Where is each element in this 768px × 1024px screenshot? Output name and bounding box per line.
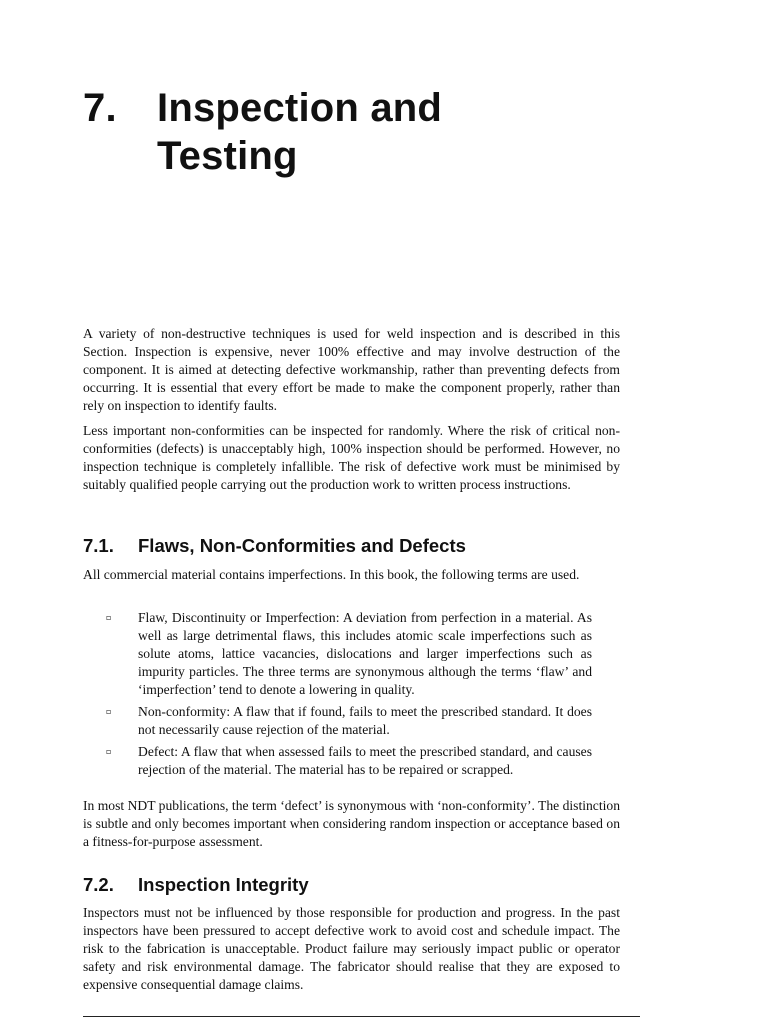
section-number: 7.1.: [83, 535, 114, 556]
section-heading-7-2: [83, 874, 309, 896]
bullet-square-icon: ▫: [106, 747, 112, 756]
chapter-number: 7.: [83, 86, 117, 130]
bullet-square-icon: ▫: [106, 707, 112, 716]
footer-divider: [83, 1016, 640, 1017]
intro-paragraph-2: Less important non-conformities can be inspected for randomly. Where the risk of critical non-conformities (defects) is unacceptably high, 100% inspection should be performed. However, no inspection technique is completely infallible. The risk of defective work must be minimised by suitably qualified people carrying out the production work to written process instructions.: [83, 423, 620, 492]
list-item-text: Flaw, Discontinuity or Imperfection: A deviation from perfection in a material. As well as large detrimental flaws, this includes atomic scale imperfections such as solute atoms, lattice vacancies, dislocations and larger imperfections such as impurity particles. The three terms are synonymous although the terms ‘flaw’ and ‘imperfection’ tend to denote a lowering in quality.: [138, 610, 592, 697]
definitions-list: [106, 609, 592, 783]
chapter-title: Inspection and Testing: [157, 86, 443, 178]
section-title: Inspection Integrity: [138, 874, 309, 895]
section-7-2-paragraph: Inspectors must not be influenced by those responsible for production and progress. In the past inspectors have been pressured to accept defective work to avoid cost and schedule impact. The risk to the fabrication is unacceptable. Product failure may seriously impact public or operator safety and risk environmental damage. The fabricator should realise that they are exposed to expensive consequential damage claims.: [83, 905, 620, 992]
chapter-heading: [83, 84, 577, 180]
section-7-1-intro: All commercial material contains imperfections. In this book, the following terms are used.: [83, 567, 580, 582]
section-number: 7.2.: [83, 874, 114, 895]
list-item-text: Non-conformity: A flaw that if found, fails to meet the prescribed standard. It does not necessarily cause rejection of the material.: [138, 704, 592, 737]
list-item: [106, 743, 592, 779]
section-heading-7-1: [83, 535, 466, 557]
bullet-square-icon: ▫: [106, 613, 112, 622]
section-7-1-closing: In most NDT publications, the term ‘defect’ is synonymous with ‘non-conformity’. The distinction is subtle and only becomes important when considering random inspection or acceptance based on a fitness-for-purpose assessment.: [83, 798, 620, 849]
section-title: Flaws, Non-Conformities and Defects: [138, 535, 466, 556]
list-item: [106, 703, 592, 739]
intro-paragraph-1: A variety of non-destructive techniques is used for weld inspection and is described in this Section. Inspection is expensive, never 100% effective and may involve destruction of the component. It is aimed at detecting defective workmanship, rather than preventing defects from occurring. It is essential that every effort be made to make the component properly, rather than rely on inspection to identify faults.: [83, 326, 620, 413]
list-item: [106, 609, 592, 699]
list-item-text: Defect: A flaw that when assessed fails to meet the prescribed standard, and causes rejection of the material. The material has to be repaired or scrapped.: [138, 744, 592, 777]
